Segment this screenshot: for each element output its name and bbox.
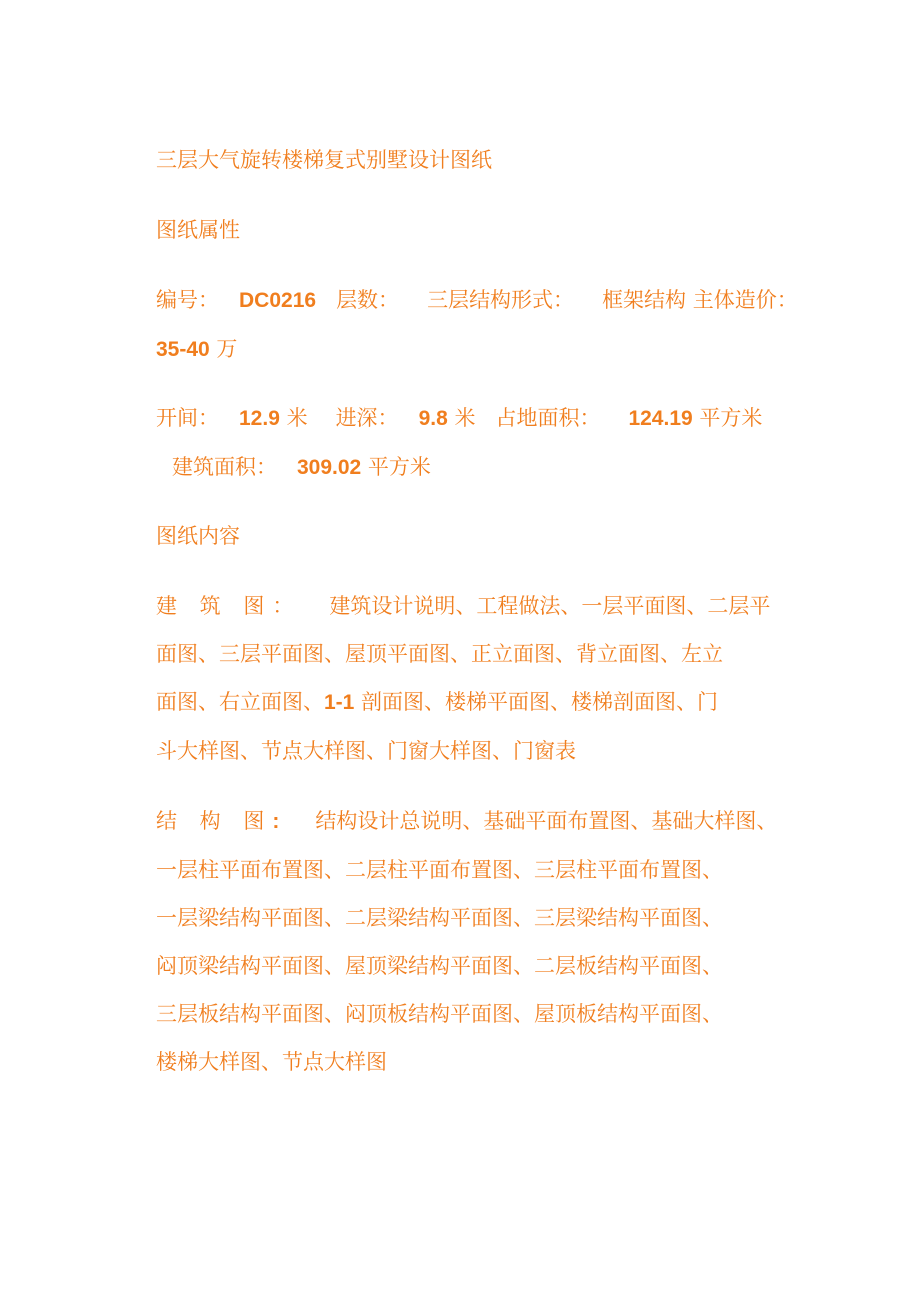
- build-unit: 平方米: [367, 455, 431, 479]
- floors-value: 三层: [427, 288, 470, 312]
- attributes-paragraph: [156, 276, 816, 374]
- architecture-drawings: [156, 582, 816, 775]
- structure-label: 结 构 图: [156, 809, 273, 833]
- depth-value: 9.8: [418, 407, 448, 430]
- architecture-text-1: 建筑设计说明、工程做法、一层平面图、二层平: [329, 594, 771, 618]
- structure-line-3: 一层梁结构平面图、二层梁结构平面图、三层梁结构平面图、: [156, 906, 723, 930]
- attributes-heading: 图纸属性: [156, 218, 240, 242]
- cost-label: 主体造价：: [692, 288, 798, 312]
- section-text: 剖面图、: [361, 690, 446, 714]
- code-value: DC0216: [239, 289, 317, 312]
- architecture-text-3a: 面图、右立面图、: [156, 690, 324, 714]
- architecture-line-4: 斗大样图、节点大样图、门窗大样图、门窗表: [156, 739, 576, 763]
- document-title: 三层大气旋转楼梯复式别墅设计图纸: [156, 148, 492, 172]
- attributes-line-2: [156, 325, 816, 374]
- structure-line-1: [156, 797, 816, 846]
- structure-line-5: 三层板结构平面图、闷顶板结构平面图、屋顶板结构平面图、: [156, 1002, 723, 1026]
- structure-drawings: [156, 797, 816, 1086]
- depth-unit: 米: [454, 406, 476, 430]
- attributes-line-1: [156, 276, 816, 325]
- content-heading: 图纸内容: [156, 524, 240, 548]
- width-unit: 米: [286, 406, 308, 430]
- architecture-text-3b: 楼梯平面图、楼梯剖面图、门: [445, 690, 719, 714]
- land-label: 占地面积：: [495, 406, 601, 430]
- structure-text-1: 结构设计总说明、基础平面布置图、基础大样图、: [315, 809, 778, 833]
- dimensions-paragraph: [156, 394, 816, 492]
- structure-label: 结构形式：: [469, 288, 575, 312]
- architecture-line-1: [156, 582, 816, 630]
- structure-value: 框架结构: [602, 288, 687, 312]
- dimensions-line-2: [156, 443, 816, 492]
- floors-label: 层数：: [336, 288, 400, 312]
- section-number: 1-1: [324, 691, 355, 714]
- architecture-line-2: 面图、三层平面图、屋顶平面图、正立面图、背立面图、左立: [156, 642, 723, 666]
- land-unit: 平方米: [699, 406, 763, 430]
- width-value: 12.9: [239, 407, 280, 430]
- code-label: 编号：: [156, 288, 219, 312]
- structure-line-6: 楼梯大样图、节点大样图: [156, 1050, 387, 1074]
- dimensions-line-1: [156, 394, 816, 443]
- land-value: 124.19: [628, 407, 693, 430]
- architecture-label: 建 筑 图：: [156, 594, 302, 618]
- cost-unit: 万: [216, 337, 238, 361]
- build-value: 309.02: [297, 456, 362, 479]
- structure-line-2: 一层柱平面布置图、二层柱平面布置图、三层柱平面布置图、: [156, 858, 723, 882]
- structure-line-4: 闷顶梁结构平面图、屋顶梁结构平面图、二层板结构平面图、: [156, 954, 723, 978]
- structure-label-colon: :: [272, 810, 280, 833]
- width-label: 开间：: [156, 406, 219, 430]
- depth-label: 进深：: [335, 406, 399, 430]
- build-label: 建筑面积：: [172, 455, 277, 479]
- cost-value: 35-40: [156, 338, 210, 361]
- architecture-line-3: [156, 678, 816, 727]
